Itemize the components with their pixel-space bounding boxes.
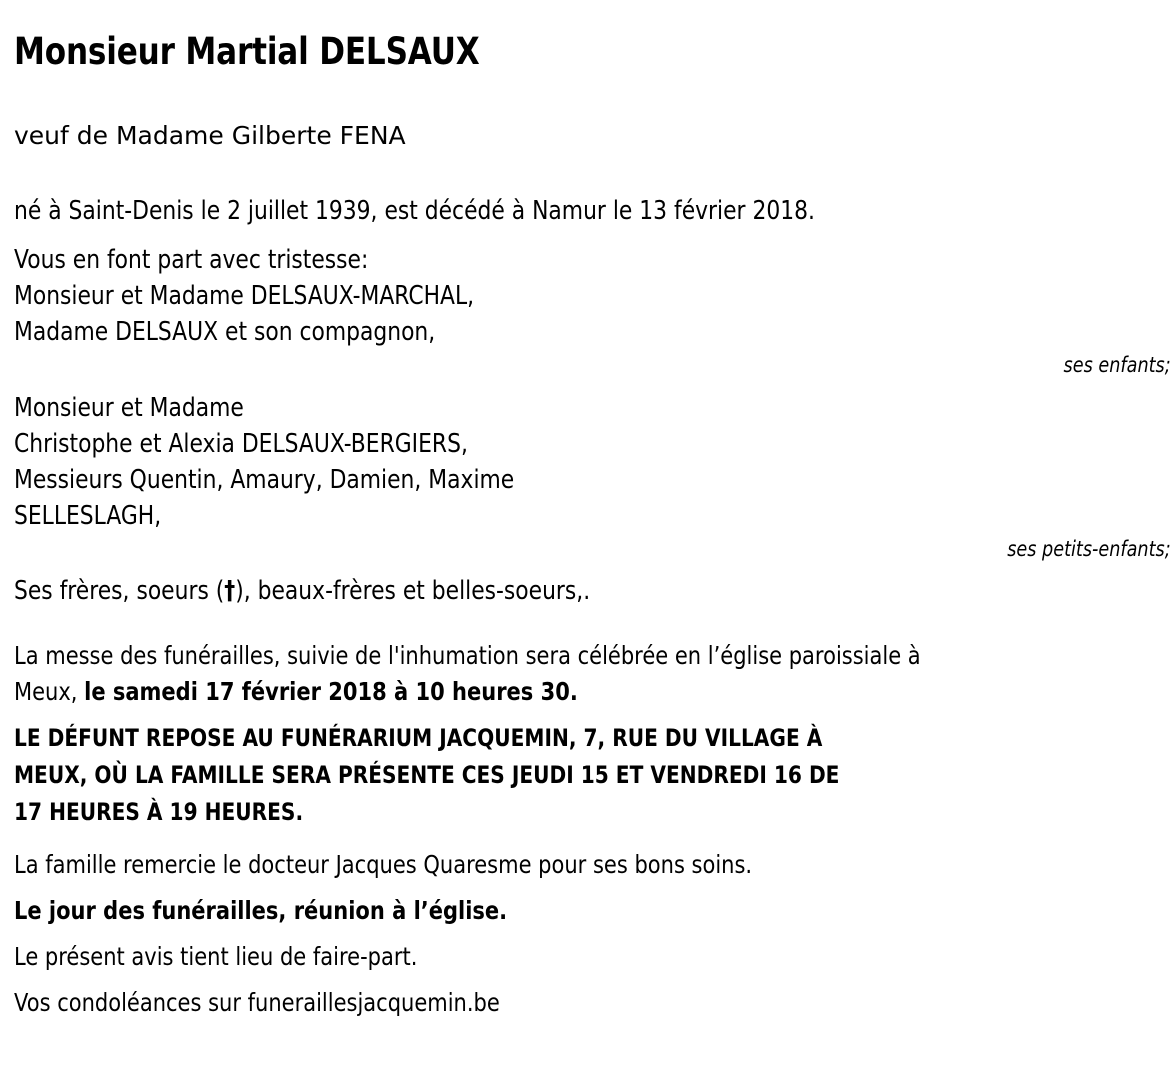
- spacer: [14, 975, 986, 985]
- doctor-thanks-line: La famille remercie le docteur Jacques Quaresme pour ses bons soins.: [14, 850, 753, 879]
- grandchild-entry: Christophe et Alexia DELSAUX-BERGIERS,: [14, 429, 468, 459]
- spacer: [14, 710, 986, 720]
- spouse-line: veuf de Madame Gilberte FENA: [14, 121, 406, 150]
- spacer: [14, 929, 986, 939]
- page-title: Monsieur Martial DELSAUX: [14, 30, 480, 73]
- repose-line: LE DÉFUNT REPOSE AU FUNÉRARIUM JACQUEMIN, 7, RUE DU VILLAGE À: [14, 724, 823, 752]
- spacer: [14, 564, 986, 574]
- grandchild-entry: Messieurs Quentin, Amaury, Damien, Maxime: [14, 465, 515, 495]
- condolences-line: Vos condoléances sur funeraillesjacquemin.be: [14, 988, 500, 1017]
- mass-datetime-bold: le samedi 17 février 2018 à 10 heures 30.: [84, 677, 578, 706]
- repose-location-block: [14, 720, 986, 831]
- spacer: [14, 831, 986, 847]
- siblings-line: [14, 574, 986, 608]
- children-block: [14, 242, 986, 350]
- grandchildren-block: [14, 390, 986, 534]
- grandchildren-relation-label: ses petits-enfants;: [1007, 537, 1171, 561]
- siblings-suffix-text: ), beaux-frères et belles-soeurs,.: [235, 576, 591, 606]
- announcement-intro: Vous en font part avec tristesse:: [14, 245, 369, 275]
- spacer: [14, 608, 986, 638]
- siblings-prefix-text: Ses frères, soeurs (: [14, 576, 225, 606]
- birth-death-line: né à Saint-Denis le 2 juillet 1939, est décédé à Namur le 13 février 2018.: [14, 196, 815, 226]
- reunion-line: Le jour des funérailles, réunion à l’église.: [14, 896, 508, 925]
- repose-line: MEUX, OÙ LA FAMILLE SERA PRÉSENTE CES JEUDI 15 ET VENDREDI 16 DE: [14, 761, 840, 789]
- grandchild-entry: SELLESLAGH,: [14, 501, 162, 531]
- repose-line: 17 HEURES À 19 HEURES.: [14, 798, 304, 826]
- mass-text-plain: La messe des funérailles, suivie de l'inhumation sera célébrée en l’église paroissiale à Meux,: [14, 641, 921, 706]
- children-relation-label: ses enfants;: [1063, 353, 1171, 377]
- faire-part-line: Le présent avis tient lieu de faire-part.: [14, 942, 418, 971]
- grandchild-entry: Monsieur et Madame: [14, 393, 244, 423]
- child-entry: Madame DELSAUX et son compagnon,: [14, 317, 436, 347]
- spacer: [14, 380, 986, 390]
- funeral-mass-paragraph: [14, 638, 986, 710]
- dagger-icon: †: [224, 576, 236, 606]
- spacer: [14, 883, 986, 893]
- child-entry: Monsieur et Madame DELSAUX-MARCHAL,: [14, 281, 475, 311]
